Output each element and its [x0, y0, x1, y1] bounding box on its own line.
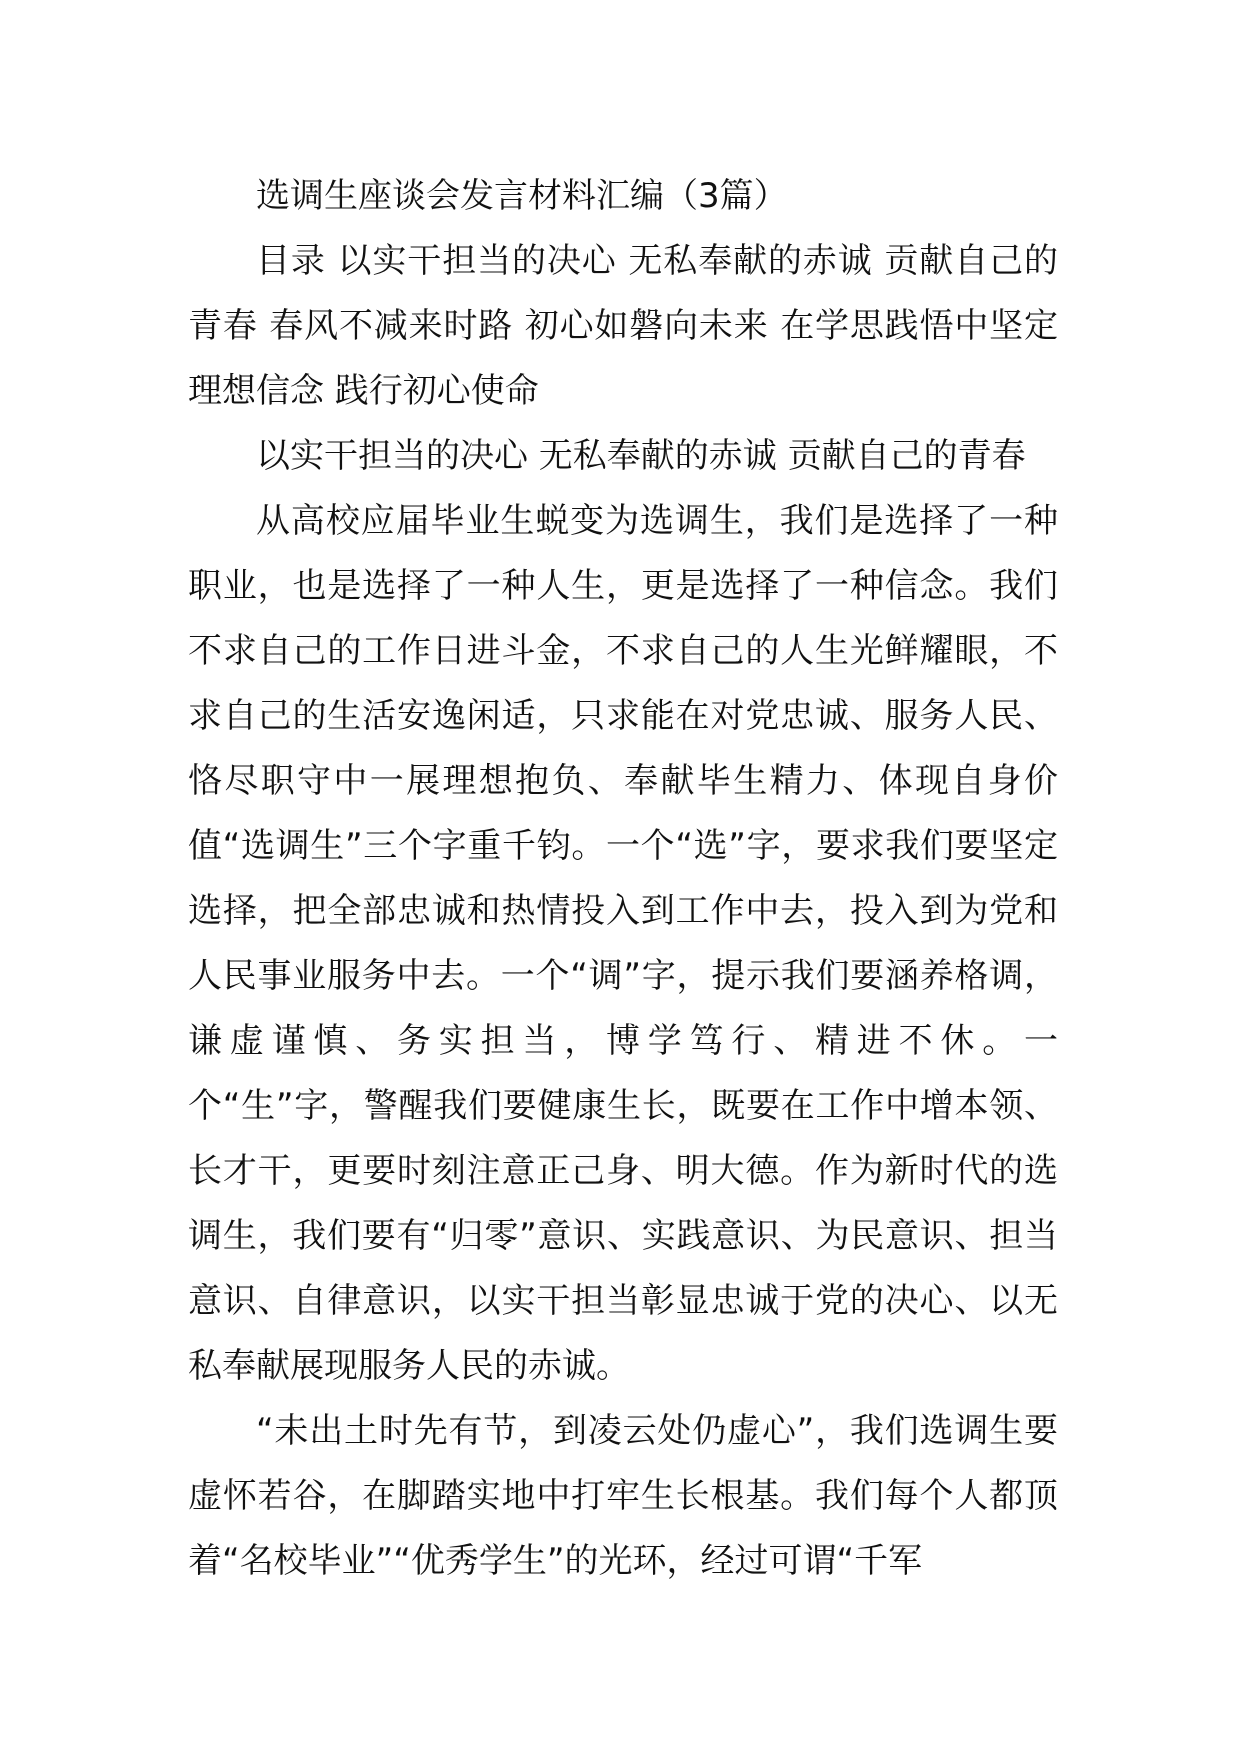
document-title: 选调生座谈会发言材料汇编（3篇）: [256, 176, 788, 216]
section-heading: 以实干担当的决心 无私奉献的赤诚 贡献自己的青春: [256, 436, 1026, 476]
body-paragraph: 从高校应届毕业生蜕变为选调生，我们是选择了一种职业，也是选择了一种人生，更是选择了一种信念。我们不求自己的工作日进斗金，不求自己的人生光鲜耀眼，不求自己的生活安逸闲适，只求能在对党忠诚、服务人民、恪尽职守中一展理想抱负、奉献毕生精力、体现自身价值“选调生”三个字重千钧。一个“选”字，要求我们要坚定选择，把全部忠诚和热情投入到工作中去，投入到为党和人民事业服务中去。一个“调”字，提示我们要涵养格调，谦虚谨慎、务实担当，博学笃行、精进不休。一个“生”字，警醒我们要健康生长，既要在工作中增本领、长才干，更要时刻注意正己身、明大德。作为新时代的选调生，我们要有“归零”意识、实践意识、为民意识、担当意识、自律意识，以实干担当彰显忠诚于党的决心、以无私奉献展现服务人民的赤诚。: [188, 501, 1058, 1386]
body-paragraph: “未出土时先有节，到凌云处仍虚心”，我们选调生要虚怀若谷，在脚踏实地中打牢生长根基。我们每个人都顶着“名校毕业”“优秀学生”的光环，经过可谓“千军: [188, 1411, 1058, 1581]
document-body: [188, 164, 1058, 1594]
table-of-contents-paragraph: 目录 以实干担当的决心 无私奉献的赤诚 贡献自己的青春 春风不减来时路 初心如磐向未来 在学思践悟中坚定理想信念 践行初心使命: [188, 241, 1058, 411]
